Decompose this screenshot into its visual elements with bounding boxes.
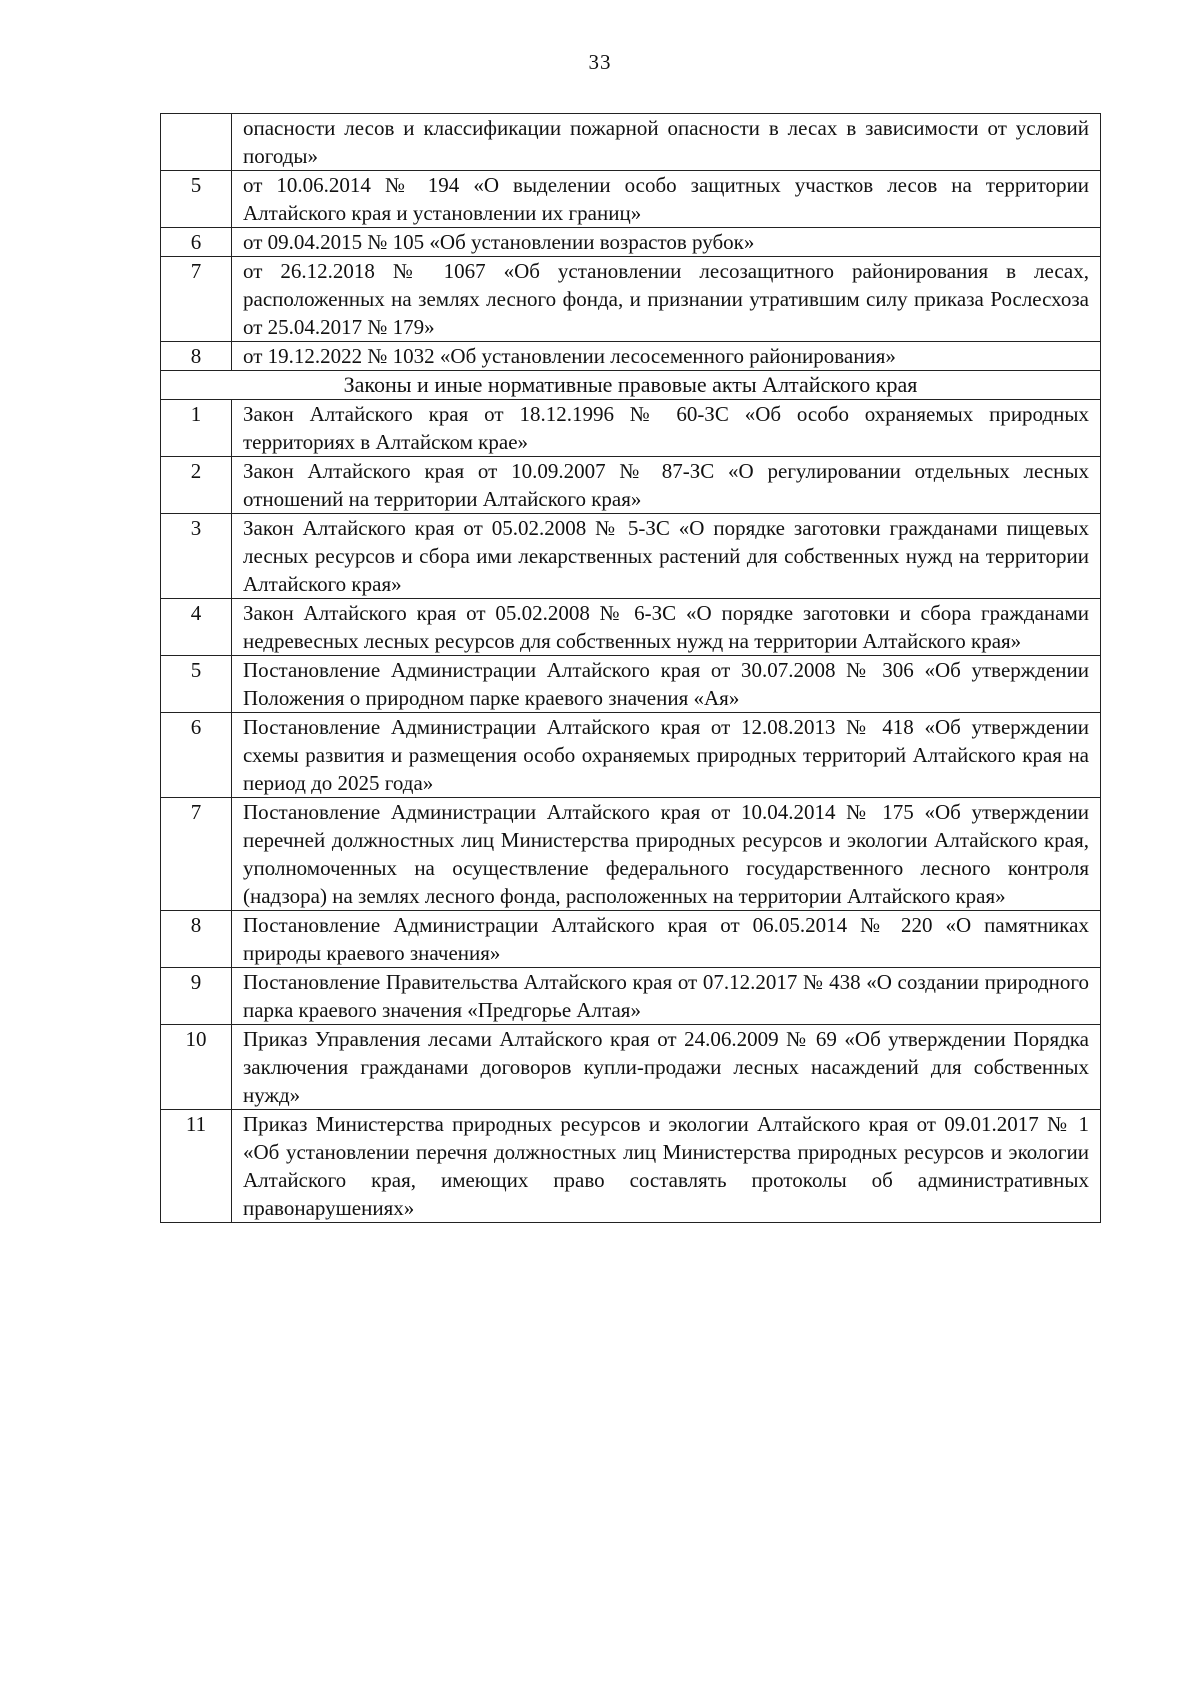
table-row xyxy=(161,457,1101,514)
table-row xyxy=(161,342,1101,371)
table-row xyxy=(161,257,1101,342)
row-text: от 09.04.2015 № 105 «Об установлении возрастов рубок» xyxy=(232,228,1101,257)
row-number: 2 xyxy=(161,457,232,514)
row-text: от 10.06.2014 № 194 «О выделении особо защитных участков лесов на территории Алтайского края и установлении их границ» xyxy=(232,171,1101,228)
row-text: Постановление Администрации Алтайского края от 06.05.2014 № 220 «О памятниках природы краевого значения» xyxy=(232,911,1101,968)
table-row xyxy=(161,400,1101,457)
table-row xyxy=(161,1025,1101,1110)
row-text: от 26.12.2018 № 1067 «Об установлении лесозащитного районирования в лесах, расположенных на землях лесного фонда, и признании утратившим силу приказа Рослесхоза от 25.04.2017 № 179» xyxy=(232,257,1101,342)
table-row xyxy=(161,171,1101,228)
table-row xyxy=(161,911,1101,968)
row-number: 6 xyxy=(161,713,232,798)
table-body xyxy=(161,114,1101,1223)
row-number xyxy=(161,114,232,171)
row-number: 5 xyxy=(161,656,232,713)
row-number: 10 xyxy=(161,1025,232,1110)
row-number: 8 xyxy=(161,342,232,371)
table-row xyxy=(161,968,1101,1025)
table-row xyxy=(161,114,1101,171)
row-text: Постановление Администрации Алтайского края от 10.04.2014 № 175 «Об утверждении перечней должностных лиц Министерства природных ресурсов и экологии Алтайского края, уполномоченных на осуществление федерального государственного лесного контроля (надзора) на землях лесного фонда, расположенных на территории Алтайского края» xyxy=(232,798,1101,911)
row-number: 9 xyxy=(161,968,232,1025)
row-number: 6 xyxy=(161,228,232,257)
row-number: 7 xyxy=(161,798,232,911)
table-row xyxy=(161,599,1101,656)
row-text: Постановление Администрации Алтайского края от 30.07.2008 № 306 «Об утверждении Положения о природном парке краевого значения «Ая» xyxy=(232,656,1101,713)
row-number: 4 xyxy=(161,599,232,656)
table-row xyxy=(161,228,1101,257)
table-row xyxy=(161,514,1101,599)
row-number: 3 xyxy=(161,514,232,599)
row-number: 5 xyxy=(161,171,232,228)
row-number: 11 xyxy=(161,1110,232,1223)
row-text: Приказ Министерства природных ресурсов и экологии Алтайского края от 09.01.2017 № 1 «Об установлении перечня должностных лиц Министерства природных ресурсов и экологии Алтайского края, имеющих право составлять протоколы об административных правонарушениях» xyxy=(232,1110,1101,1223)
row-text: Приказ Управления лесами Алтайского края от 24.06.2009 № 69 «Об утверждении Порядка заключения гражданами договоров купли-продажи лесных насаждений для собственных нужд» xyxy=(232,1025,1101,1110)
page-number: 33 xyxy=(588,50,612,74)
row-text: Закон Алтайского края от 05.02.2008 № 6-ЗС «О порядке заготовки и сбора гражданами недревесных лесных ресурсов для собственных нужд на территории Алтайского края» xyxy=(232,599,1101,656)
section-title: Законы и иные нормативные правовые акты Алтайского края xyxy=(161,371,1101,400)
section-header-row xyxy=(161,371,1101,400)
table-row xyxy=(161,1110,1101,1223)
row-text: Закон Алтайского края от 10.09.2007 № 87-ЗС «О регулировании отдельных лесных отношений на территории Алтайского края» xyxy=(232,457,1101,514)
row-number: 8 xyxy=(161,911,232,968)
row-text: Закон Алтайского края от 05.02.2008 № 5-ЗС «О порядке заготовки гражданами пищевых лесных ресурсов и сбора ими лекарственных растений для собственных нужд на территории Алтайского края» xyxy=(232,514,1101,599)
row-number: 7 xyxy=(161,257,232,342)
row-text: Постановление Правительства Алтайского края от 07.12.2017 № 438 «О создании природного парка краевого значения «Предгорье Алтая» xyxy=(232,968,1101,1025)
table-row xyxy=(161,656,1101,713)
row-text: от 19.12.2022 № 1032 «Об установлении лесосеменного районирования» xyxy=(232,342,1101,371)
table-row xyxy=(161,713,1101,798)
row-number: 1 xyxy=(161,400,232,457)
row-text: опасности лесов и классификации пожарной опасности в лесах в зависимости от условий погоды» xyxy=(232,114,1101,171)
row-text: Постановление Администрации Алтайского края от 12.08.2013 № 418 «Об утверждении схемы развития и размещения особо охраняемых природных территорий Алтайского края на период до 2025 года» xyxy=(232,713,1101,798)
row-text: Закон Алтайского края от 18.12.1996 № 60-ЗС «Об особо охраняемых природных территориях в Алтайском крае» xyxy=(232,400,1101,457)
table-row xyxy=(161,798,1101,911)
legal-acts-table xyxy=(160,113,1101,1223)
